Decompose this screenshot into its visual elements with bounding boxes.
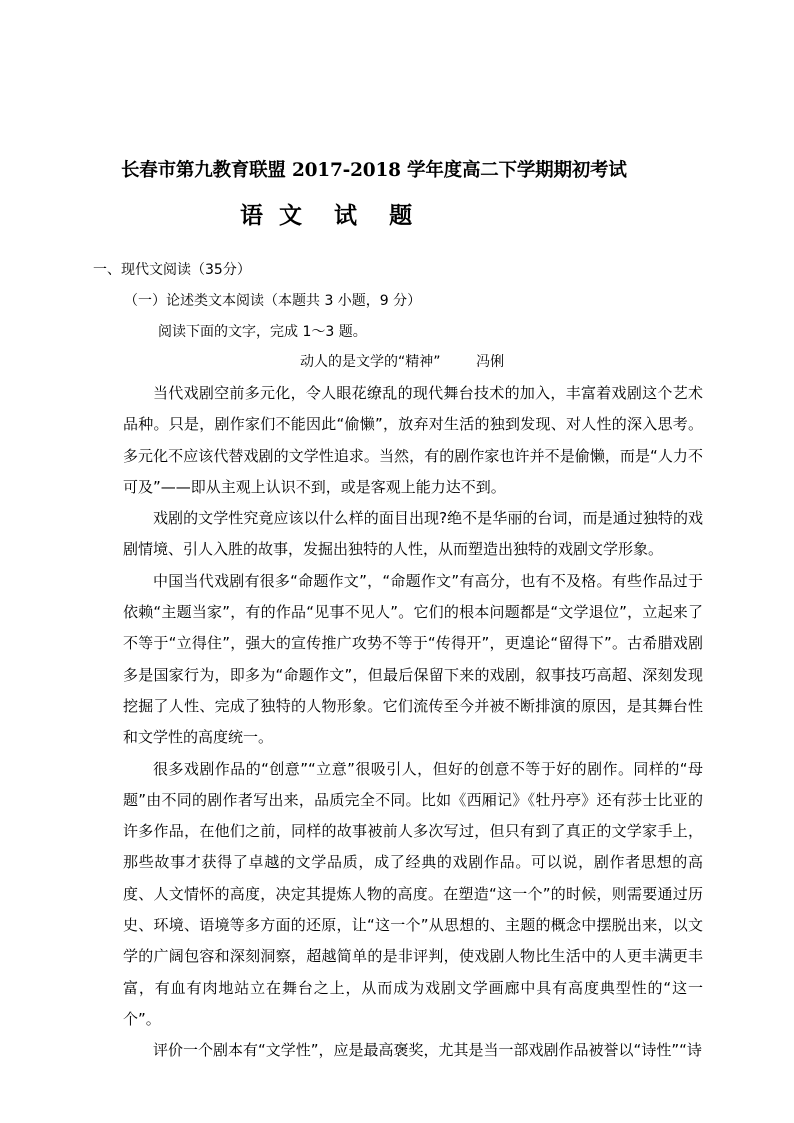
article-paragraph: 当代戏剧空前多元化，令人眼花缭乱的现代舞台技术的加入，丰富着戏剧这个艺术品种。只是，剧作家们不能因此“偷懒”，放弃对生活的独到发现、对人性的深入思考。多元化不应该代替戏剧的文学性追求。当然，有的剧作家也许并不是偷懒，而是“人力不可及”——即从主观上认识不到，或是客观上能力达不到。	[123, 384, 703, 496]
exam-title: 长春市第九教育联盟 2017-2018 学年度高二下学期期初考试	[121, 160, 627, 181]
article-paragraph: 戏剧的文学性究竟应该以什么样的面目出现?绝不是华丽的台词，而是通过独特的戏剧情境、引人入胜的故事，发掘出独特的人性，从而塑造出独特的戏剧文学形象。	[123, 509, 703, 559]
article-paragraph: 评价一个剧本有“文学性”，应是最高褒奖，尤其是当一部戏剧作品被誉以“诗性”“诗	[153, 1041, 702, 1060]
article-paragraph: 很多戏剧作品的“创意”“立意”很吸引人，但好的创意不等于好的剧作。同样的“母题”由不同的剧作者写出来，品质完全不同。比如《西厢记》《牡丹亭》还有莎士比亚的许多作品，在他们之前，同样的故事被前人多次写过，但只有到了真正的文学家手上，那些故事才获得了卓越的文学品质，成了经典的戏剧作品。可以说，剧作者思想的高度、人文情怀的高度，决定其提炼人物的高度。在塑造“这一个”的时候，则需要通过历史、环境、语境等多方面的还原，让“这一个”从思想的、主题的概念中摆脱出来，以文学的广阔包容和深刻洞察，超越简单的是非评判，使戏剧人物比生活中的人更丰满更丰富，有血有肉地站立在舞台之上，从而成为戏剧文学画廊中具有高度典型性的“这一个”。	[123, 759, 703, 1028]
section-heading: 一、现代文阅读（35分）	[93, 262, 251, 278]
reading-instruction: 阅读下面的文字，完成 1～3 题。	[158, 324, 367, 340]
article-paragraph: 中国当代戏剧有很多“命题作文”，“命题作文”有高分，也有不及格。有些作品过于依赖“主题当家”，有的作品“见事不见人”。它们的根本问题都是“文学退位”，立起来了不等于“立得住”，强大的宣传推广攻势不等于“传得开”，更遑论“留得下”。古希腊戏剧多是国家行为，即多为“命题作文”，但最后保留下来的戏剧，叙事技巧高超、深刻发现挖掘了人性、完成了独特的人物形象。它们流传至今并被不断排演的原因，是其舞台性和文学性的高度统一。	[123, 571, 703, 747]
part-heading: （一）论述类文本阅读（本题共 3 小题，9 分）	[124, 293, 422, 309]
exam-subject-title: 语 文 试 题	[240, 202, 413, 229]
article-title: 动人的是文学的“精神” 冯俐	[300, 354, 505, 370]
article-body	[123, 378, 703, 1067]
